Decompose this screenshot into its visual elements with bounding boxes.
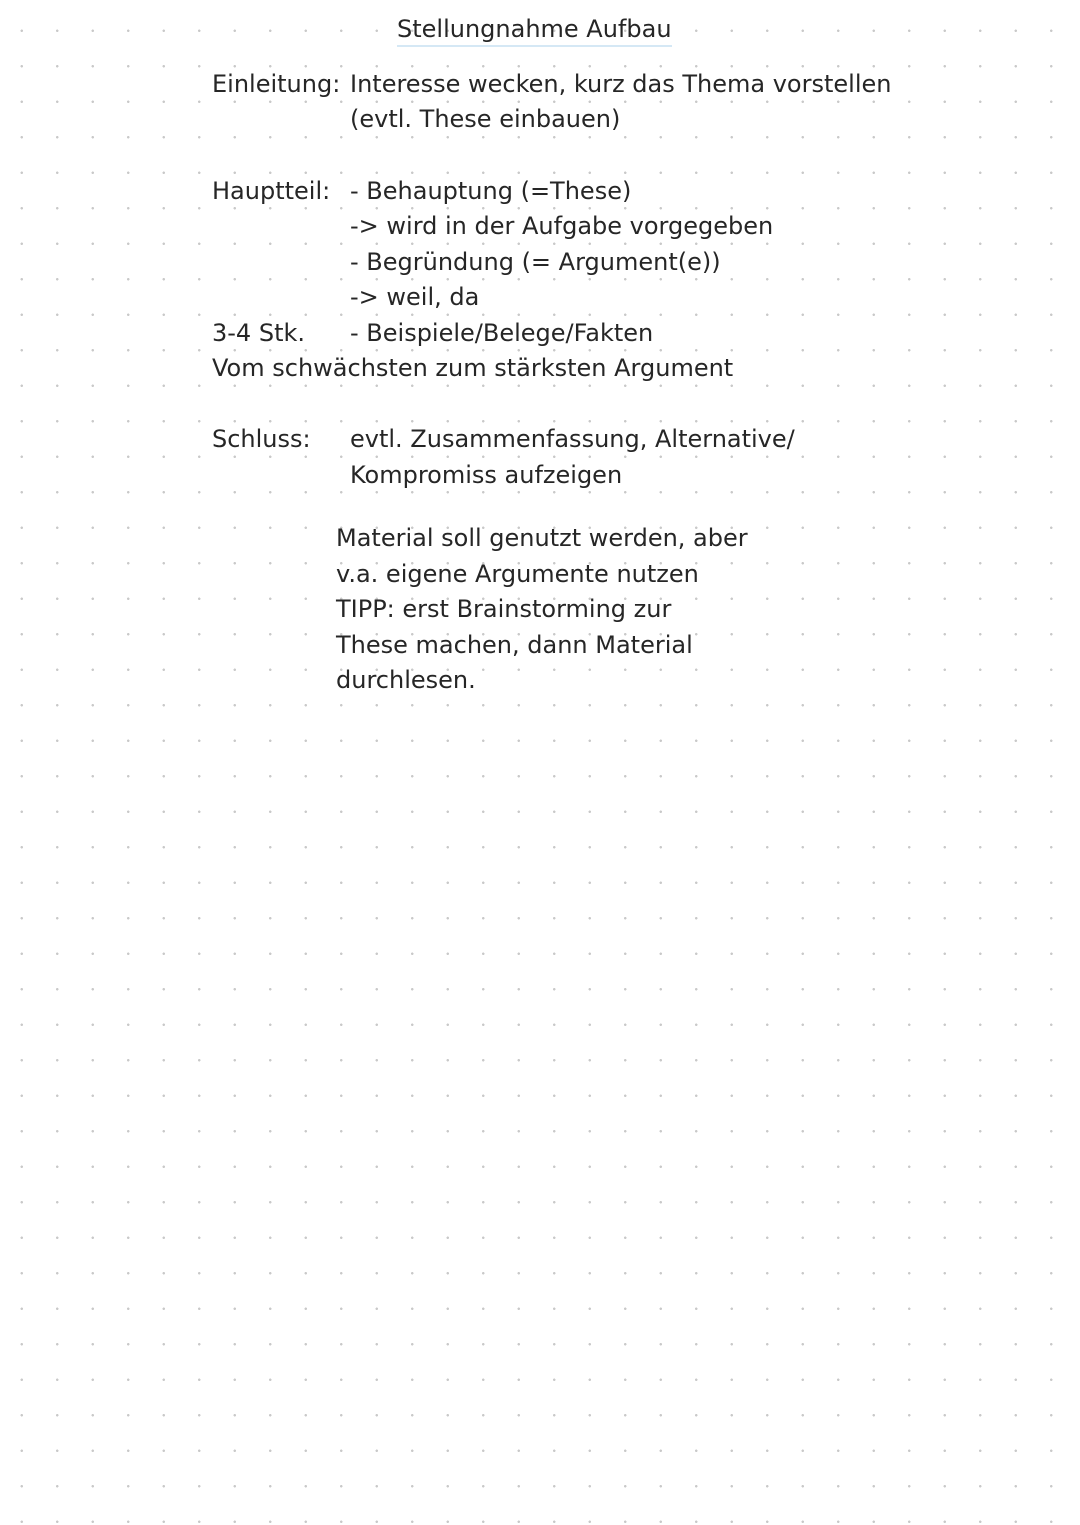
hauptteil-count-label: 3-4 Stk. xyxy=(212,319,305,347)
einleitung-line-1: Interesse wecken, kurz das Thema vorstellen xyxy=(350,70,892,98)
page-title-text: Stellungnahme Aufbau xyxy=(397,13,672,47)
schluss-line-1: evtl. Zusammenfassung, Alternative/ xyxy=(350,425,795,453)
page-title xyxy=(397,12,672,46)
hauptteil-line-5: - Beispiele/Belege/Fakten xyxy=(350,319,654,347)
hauptteil-order-note: Vom schwächsten zum stärksten Argument xyxy=(212,354,734,382)
hauptteil-line-1: - Behauptung (=These) xyxy=(350,177,632,205)
einleitung-line-2: (evtl. These einbauen) xyxy=(350,105,621,133)
hauptteil-line-4: -> weil, da xyxy=(350,283,480,311)
schluss-line-2: Kompromiss aufzeigen xyxy=(350,461,623,489)
einleitung-label: Einleitung: xyxy=(212,70,341,98)
note-line-2: v.a. eigene Argumente nutzen xyxy=(336,560,699,588)
schluss-label: Schluss: xyxy=(212,425,311,453)
hauptteil-label: Hauptteil: xyxy=(212,177,331,205)
note-line-4: These machen, dann Material xyxy=(336,631,693,659)
note-line-1: Material soll genutzt werden, aber xyxy=(336,524,748,552)
hauptteil-line-3: - Begründung (= Argument(e)) xyxy=(350,248,721,276)
note-line-5: durchlesen. xyxy=(336,666,476,694)
note-line-3: TIPP: erst Brainstorming zur xyxy=(336,595,672,623)
hauptteil-line-2: -> wird in der Aufgabe vorgegeben xyxy=(350,212,774,240)
